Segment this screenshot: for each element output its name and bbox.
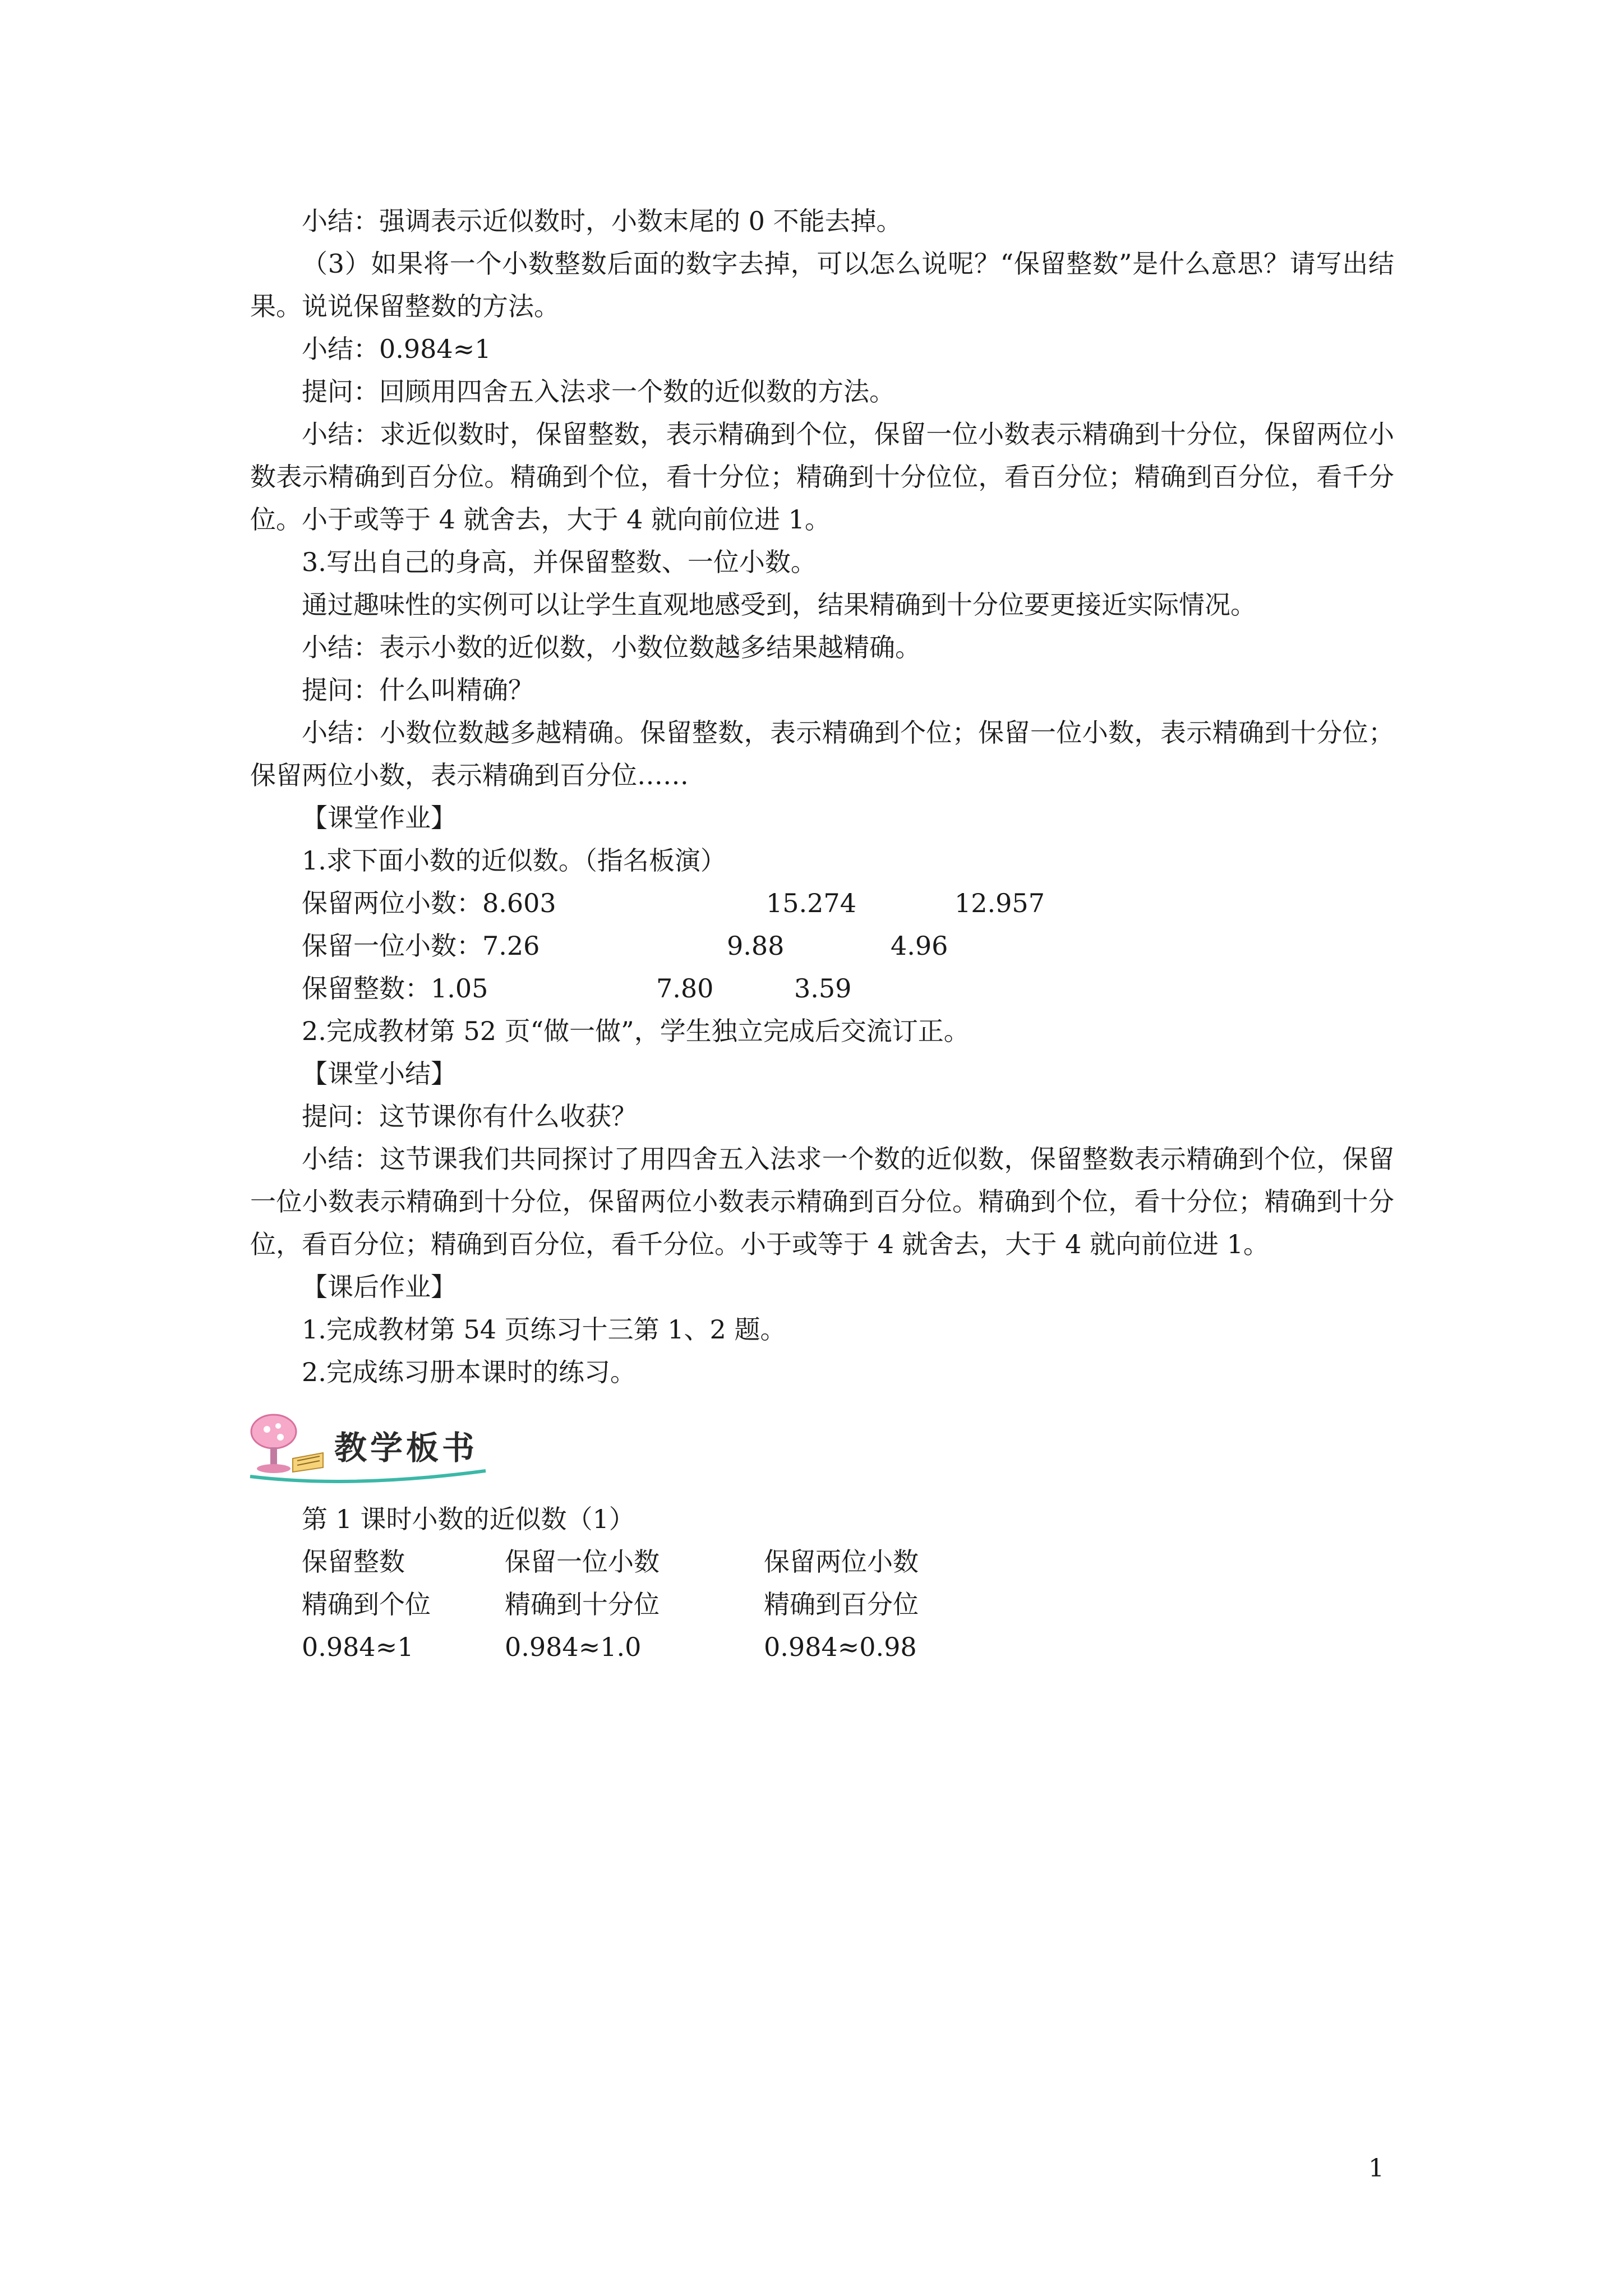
board-row <box>250 1583 1394 1626</box>
summary-paragraph: 小结：这节课我们共同探讨了用四舍五入法求一个数的近似数，保留整数表示精确到个位，保留一位小数表示精确到十分位，保留两位小数表示精确到百分位。精确到个位，看十分位；精确到十分位，看百分位；精确到百分位，看千分位。小于或等于 4 就舍去，大于 4 就向前位进 1。 <box>250 1144 1394 1259</box>
board-title: 第 1 课时小数的近似数（1） <box>302 1504 635 1534</box>
exercise-cell: 4.96 <box>891 931 948 961</box>
exercise-row <box>250 882 1394 924</box>
exercise-cell: 保留两位小数：8.603 <box>302 888 556 918</box>
board-cell: 0.984≈0.98 <box>764 1632 917 1662</box>
summary-line: 小结：表示小数的近似数，小数位数越多结果越精确。 <box>302 632 921 662</box>
exercise-instruction: 1.求下面小数的近似数。（指名板演） <box>302 845 726 876</box>
board-cell: 精确到百分位 <box>764 1589 919 1619</box>
section-heading-classwork: 【课堂作业】 <box>302 803 457 833</box>
homework-item: 2.完成练习册本课时的练习。 <box>302 1357 636 1387</box>
exercise-cell: 15.274 <box>766 888 856 918</box>
question-line: 提问：这节课你有什么收获？ <box>302 1101 637 1131</box>
board-row <box>250 1626 1394 1668</box>
board-cell: 精确到十分位 <box>505 1589 660 1619</box>
board-cell: 保留一位小数 <box>505 1547 660 1577</box>
summary-line: 小结：0.984≈1 <box>302 334 491 364</box>
board-cell: 0.984≈1.0 <box>505 1632 642 1662</box>
exercise-cell: 7.80 <box>656 973 714 1004</box>
exercise-cell: 12.957 <box>955 888 1045 918</box>
page-number: 1 <box>1368 2154 1384 2183</box>
exercise-row <box>250 967 1394 1010</box>
section-heading-summary: 【课堂小结】 <box>302 1059 457 1089</box>
exercise-cell: 保留一位小数：7.26 <box>302 931 540 961</box>
question-line: 提问：回顾用四舍五入法求一个数的近似数的方法。 <box>302 376 895 407</box>
summary-paragraph: 小结：小数位数越多越精确。保留整数，表示精确到个位；保留一位小数，表示精确到十分位；保留两位小数，表示精确到百分位…… <box>250 717 1394 790</box>
note-line: 通过趣味性的实例可以让学生直观地感受到，结果精确到十分位要更接近实际情况。 <box>302 590 1256 620</box>
exercise-row <box>250 924 1394 967</box>
board-cell: 精确到个位 <box>302 1589 431 1619</box>
homework-item: 1.完成教材第 54 页练习十三第 1、2 题。 <box>302 1314 786 1345</box>
task-line: 3.写出自己的身高，并保留整数、一位小数。 <box>302 547 817 577</box>
board-cell: 0.984≈1 <box>302 1632 414 1662</box>
board-row <box>250 1540 1394 1583</box>
exercise-cell: 3.59 <box>794 973 852 1004</box>
board-cell: 保留两位小数 <box>764 1547 919 1577</box>
task-line: 2.完成教材第 52 页“做一做”，学生独立完成后交流订正。 <box>302 1016 970 1046</box>
page-content <box>250 200 1394 1668</box>
question-line: 提问：什么叫精确？ <box>302 675 534 705</box>
question-paragraph: （3）如果将一个小数整数后面的数字去掉，可以怎么说呢？“保留整数”是什么意思？请写出结果。说说保留整数的方法。 <box>250 249 1394 321</box>
summary-paragraph: 小结：求近似数时，保留整数，表示精确到个位，保留一位小数表示精确到十分位，保留两位小数表示精确到百分位。精确到个位，看十分位；精确到十分位位，看百分位；精确到百分位，看千分位。小于或等于 4 就舍去，大于 4 就向前位进 1。 <box>250 419 1394 535</box>
exercise-cell: 保留整数：1.05 <box>302 973 488 1004</box>
board-section-badge <box>250 1405 1394 1489</box>
board-cell: 保留整数 <box>302 1547 405 1577</box>
board-section-title: 教学板书 <box>334 1429 478 1467</box>
section-heading-homework: 【课后作业】 <box>302 1272 457 1302</box>
exercise-cell: 9.88 <box>727 931 785 961</box>
summary-line: 小结：强调表示近似数时，小数末尾的 0 不能去掉。 <box>302 206 902 236</box>
